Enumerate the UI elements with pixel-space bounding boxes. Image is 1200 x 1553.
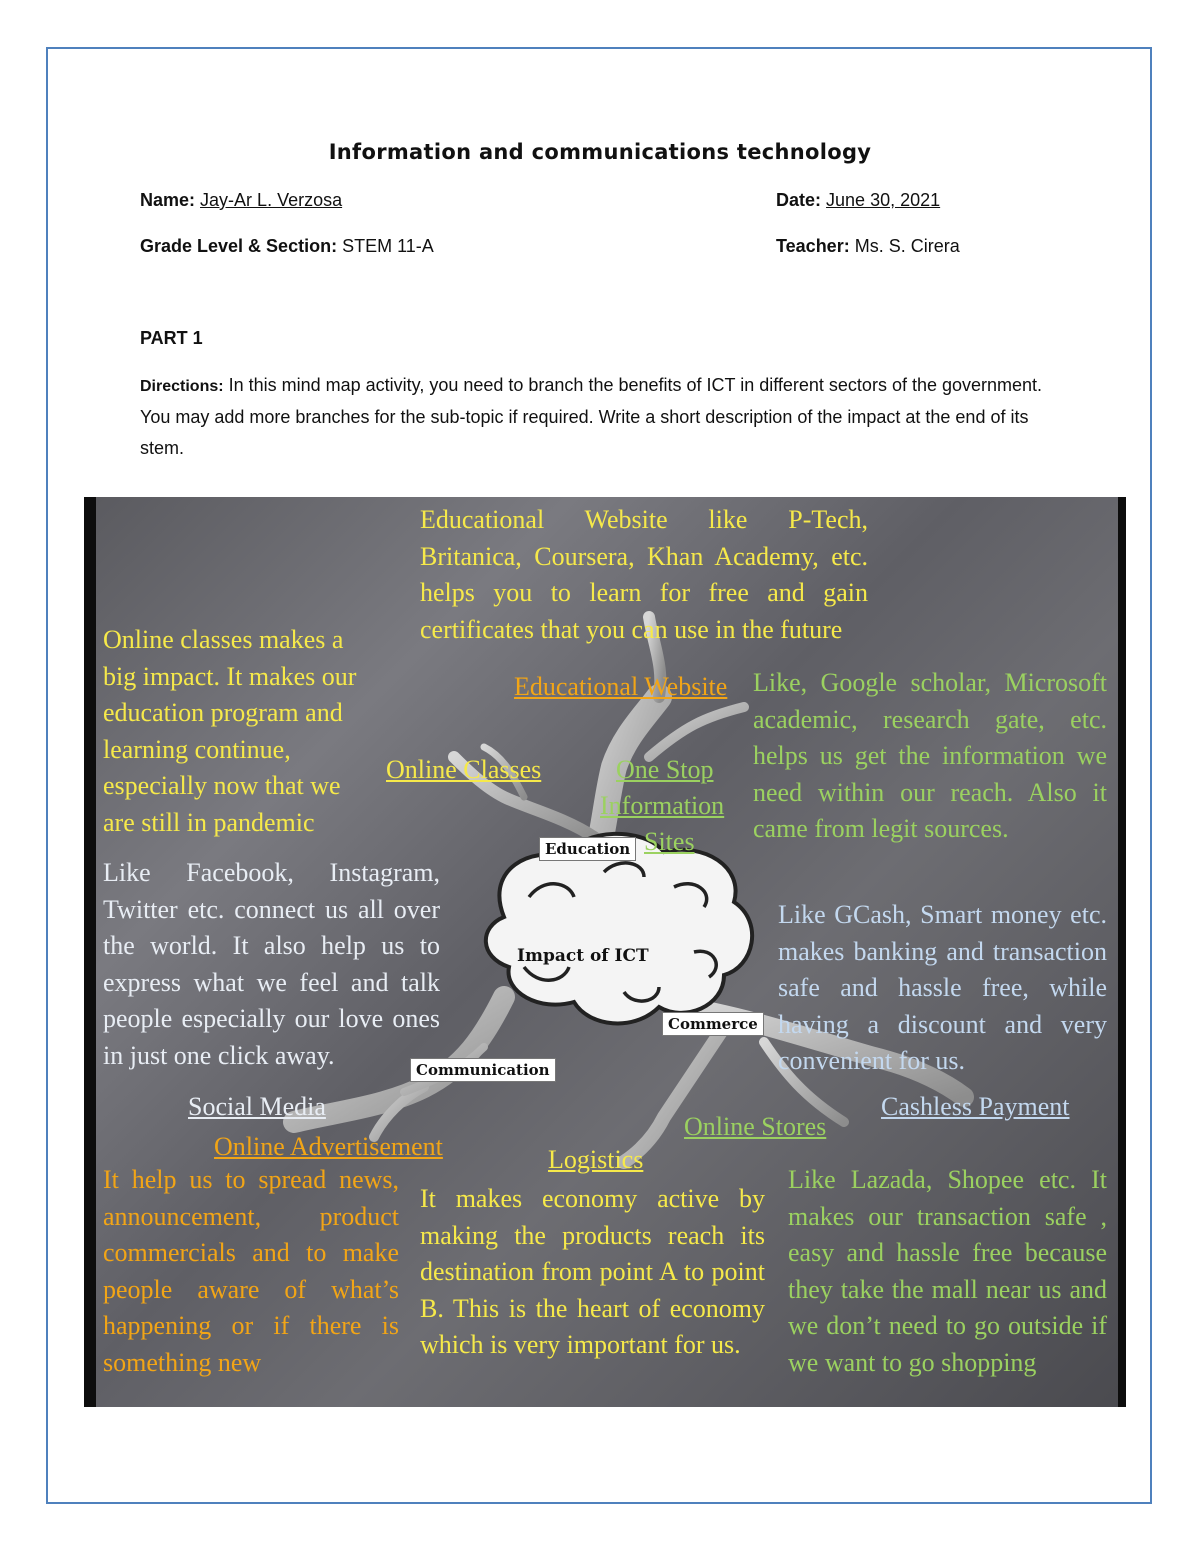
commerce-node: Commerce (662, 1012, 764, 1036)
education-node: Education (539, 837, 636, 861)
name-value: Jay-Ar L. Verzosa (200, 190, 343, 210)
directions (140, 370, 1050, 464)
date-value: June 30, 2021 (826, 190, 941, 210)
online-classes-label: Online Classes (386, 755, 542, 784)
online-classes-text: Online classes makes a big impact. It makes our education program and learning continue, especially now that we are still in pandemic (103, 625, 357, 837)
part-heading: PART 1 (140, 328, 203, 348)
educational-website-text: Educational Website like P-Tech, Britanica, Coursera, Khan Academy, etc. helps you to learn for free and gain certificates that you can use in the future (420, 505, 868, 644)
social-media-label: Social Media (188, 1092, 326, 1121)
date-field (776, 190, 940, 211)
one-stop-label-line-2: Information (600, 791, 725, 820)
name-label: Name: (140, 190, 196, 210)
logistics-text: It makes economy active by making the products reach its destination from point A to point B. This is the heart of economy which is very important for us. (420, 1184, 765, 1359)
grade-label: Grade Level & Section: (140, 236, 338, 256)
date-label: Date: (776, 190, 822, 210)
teacher-field (776, 236, 960, 257)
brain-icon (486, 834, 752, 1024)
social-media-text: Like Facebook, Instagram, Twitter etc. connect us all over the world. It also help us to express what we feel and talk people especially our love ones in just one click away. (103, 858, 440, 1070)
one-stop-information-text: Like, Google scholar, Microsoft academic, research gate, etc. helps us get the information we need within our reach. Also it came from legit sources. (753, 668, 1107, 843)
communication-node: Communication (410, 1058, 556, 1082)
cashless-payment-text: Like GCash, Smart money etc. makes banking and transaction safe and hassle free, while having a discount and very convenient for us. (778, 900, 1107, 1075)
online-advertisement-label: Online Advertisement (214, 1132, 443, 1161)
one-stop-label-line-1: One Stop (616, 755, 714, 784)
teacher-label: Teacher: (776, 236, 850, 256)
center-topic: Impact of ICT (517, 946, 649, 966)
teacher-value: Ms. S. Cirera (854, 236, 960, 256)
online-advertisement-text: It help us to spread news, announcement, product commercials and to make people aware of what’s happening or if there is something new (103, 1165, 399, 1377)
one-stop-label-line-3: Sites (644, 827, 695, 856)
logistics-label: Logistics (548, 1145, 644, 1174)
name-field (140, 190, 342, 211)
document-title: Information and communications technology (328, 140, 872, 164)
mind-map-image (84, 497, 1126, 1407)
grade-value: STEM 11-A (342, 236, 434, 256)
cashless-payment-label: Cashless Payment (881, 1092, 1070, 1121)
directions-text: In this mind map activity, you need to branch the benefits of ICT in different sectors of the government. You may add more branches for the sub-topic if required. Write a short description of the impact at the end of its stem. (140, 375, 1043, 458)
directions-label: Directions: (140, 378, 224, 395)
grade-field (140, 236, 434, 257)
online-stores-text: Like Lazada, Shopee etc. It makes our transaction safe , easy and hassle free because they take the mall near us and we don’t need to go outside if we want to go shopping (788, 1165, 1107, 1377)
online-stores-label: Online Stores (684, 1112, 827, 1141)
educational-website-label: Educational Website (514, 672, 728, 701)
